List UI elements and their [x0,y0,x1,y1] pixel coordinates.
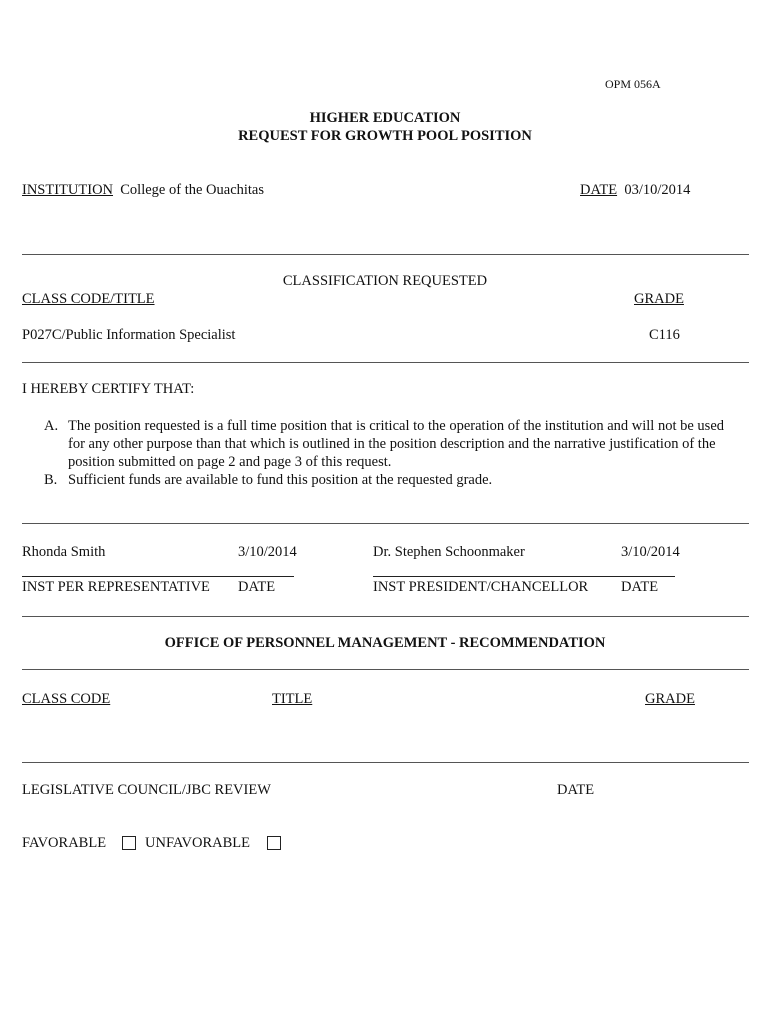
date-label: DATE [580,182,618,198]
certify-item-marker: B. [44,472,58,488]
unfavorable-label: UNFAVORABLE [145,835,251,851]
certify-item-a [44,417,744,471]
pres-name: Dr. Stephen Schoonmaker [373,544,525,560]
form-id: OPM 056A [605,77,661,91]
rep-date: 3/10/2014 [238,544,297,560]
pres-date: 3/10/2014 [621,544,680,560]
opm-title: OFFICE OF PERSONNEL MANAGEMENT - RECOMMENDATION [164,635,606,651]
favorable-label: FAVORABLE [22,835,107,851]
certify-item-text: Sufficient funds are available to fund this position at the requested grade. [68,472,493,488]
unfavorable-checkbox[interactable] [267,836,281,850]
institution-value: College of the Ouachitas [120,182,265,198]
opm-grade-label: GRADE [645,691,695,707]
signature-line [373,576,675,577]
review-date-label: DATE [557,782,595,798]
heading-line2: REQUEST FOR GROWTH POOL POSITION [238,128,532,144]
rep-name: Rhonda Smith [22,544,106,560]
divider [22,362,749,363]
rep-label: INST PER REPRESENTATIVE [22,579,210,595]
grade-value: C116 [649,327,680,343]
institution-row [22,182,264,199]
date-value: 03/10/2014 [624,182,691,198]
divider [22,669,749,670]
grade-label: GRADE [634,291,684,307]
certify-item-marker: A. [44,418,59,434]
opm-class-code-label: CLASS CODE [22,691,111,707]
class-code-title-label: CLASS CODE/TITLE [22,291,155,307]
certify-heading: I HEREBY CERTIFY THAT: [22,381,195,397]
signature-line [22,576,294,577]
heading-line1: HIGHER EDUCATION [309,110,461,126]
institution-label: INSTITUTION [22,182,114,198]
classification-title: CLASSIFICATION REQUESTED [282,273,488,289]
favorable-checkbox[interactable] [122,836,136,850]
divider [22,762,749,763]
divider [22,616,749,617]
class-value: P027C/Public Information Specialist [22,327,236,343]
divider [22,523,749,524]
divider [22,254,749,255]
certify-item-b [44,471,744,489]
pres-label: INST PRESIDENT/CHANCELLOR [373,579,589,595]
pres-date-label: DATE [621,579,659,595]
rep-date-label: DATE [238,579,276,595]
review-label: LEGISLATIVE COUNCIL/JBC REVIEW [22,782,271,798]
certify-list [44,417,744,489]
certify-item-text: The position requested is a full time position that is critical to the operation of the institution and will not be used for any other purpose than that which is outlined in the position description and the narrative justification of the position submitted on page 2 and page 3 of this request. [68,418,725,470]
date-row [580,182,690,199]
opm-title-label: TITLE [272,691,313,707]
